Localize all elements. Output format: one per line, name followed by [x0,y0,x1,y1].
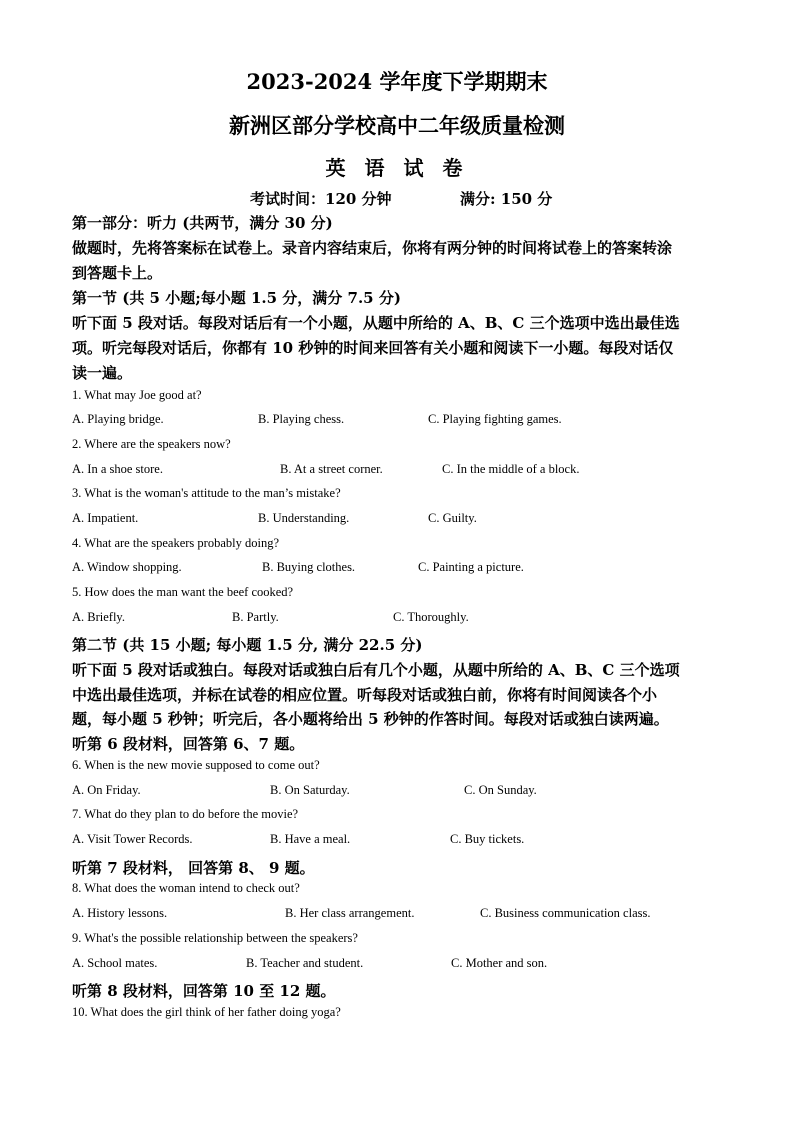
question-1: 1. What may Joe good at? [72,388,202,402]
section1-instruction-line: 项。听完每段对话后，你都有 10 秒钟的时间来回答有关小题和阅读下一小题。每段对话仅 [72,339,674,357]
section1-heading: 第一节 (共 5 小题;每小题 1.5 分，满分 7.5 分) [72,289,401,307]
q6-option-b: B. On Saturday. [270,783,350,797]
question-4: 4. What are the speakers probably doing? [72,536,279,550]
exam-title-year: 2023-2024 学年度下学期期末 [246,69,548,94]
exam-title-subject: 英 语 试 卷 [325,156,469,180]
q1-option-c: C. Playing fighting games. [428,412,562,426]
part1-heading: 第一部分：听力 (共两节，满分 30 分) [72,214,333,232]
q7-option-c: C. Buy tickets. [450,832,525,846]
question-9: 9. What's the possible relationship between the speakers? [72,931,358,945]
q5-option-b: B. Partly. [232,610,279,624]
exam-score: 满分: 150 分 [460,190,553,208]
question-2: 2. Where are the speakers now? [72,437,231,451]
section2-instruction-line: 中选出最佳选项，并标在试卷的相应位置。听每段对话或独白前，你将有时间阅读各个小 [72,686,658,704]
q8-option-c: C. Business communication class. [480,906,651,920]
question-7: 7. What do they plan to do before the movie? [72,807,299,821]
q9-option-b: B. Teacher and student. [246,956,364,970]
q1-option-a: A. Playing bridge. [72,412,164,426]
exam-title-school: 新洲区部分学校高中二年级质量检测 [229,113,565,138]
q7-option-b: B. Have a meal. [270,832,351,846]
part1-instruction-line: 做题时，先将答案标在试卷上。录音内容结束后，你将有两分钟的时间将试卷上的答案转涂 [72,239,673,257]
q5-option-c: C. Thoroughly. [393,610,469,624]
question-8: 8. What does the woman intend to check out? [72,881,300,895]
q2-option-a: A. In a shoe store. [72,462,163,476]
question-5: 5. How does the man want the beef cooked? [72,585,294,599]
q9-option-a: A. School mates. [72,956,158,970]
material-7-heading: 听第 7 段材料， 回答第 8、 9 题。 [72,859,315,877]
q1-option-b: B. Playing chess. [258,412,345,426]
section1-instruction-line: 读一遍。 [72,364,133,382]
q2-option-b: B. At a street corner. [280,462,383,476]
q4-option-a: A. Window shopping. [72,560,182,574]
section1-instruction-line: 听下面 5 段对话。每段对话后有一个小题，从题中所给的 A、B、C 三个选项中选出最佳选 [72,314,680,332]
q3-option-a: A. Impatient. [72,511,139,525]
material-8-heading: 听第 8 段材料，回答第 10 至 12 题。 [72,982,336,1000]
q9-option-c: C. Mother and son. [451,956,548,970]
q5-option-a: A. Briefly. [72,610,125,624]
question-3: 3. What is the woman's attitude to the man’s mistake? [72,486,341,500]
section2-instruction-line: 题，每小题 5 秒钟；听完后，各小题将给出 5 秒钟的作答时间。每段对话或独白读两遍。 [72,710,669,728]
q2-option-c: C. In the middle of a block. [442,462,580,476]
q6-option-a: A. On Friday. [72,783,141,797]
exam-time: 考试时间：120 分钟 [250,190,392,208]
material-6-heading: 听第 6 段材料，回答第 6、7 题。 [72,735,305,753]
question-6: 6. When is the new movie supposed to come out? [72,758,320,772]
q6-option-c: C. On Sunday. [464,783,537,797]
q8-option-a: A. History lessons. [72,906,168,920]
q3-option-b: B. Understanding. [258,511,350,525]
q4-option-b: B. Buying clothes. [262,560,356,574]
q7-option-a: A. Visit Tower Records. [72,832,193,846]
q3-option-c: C. Guilty. [428,511,477,525]
part1-instruction-line: 到答题卡上。 [72,264,163,282]
section2-instruction-line: 听下面 5 段对话或独白。每段对话或独白后有几个小题，从题中所给的 A、B、C 三个选项 [72,661,680,679]
q8-option-b: B. Her class arrangement. [285,906,415,920]
section2-heading: 第二节 (共 15 小题; 每小题 1.5 分, 满分 22.5 分) [72,636,423,654]
q4-option-c: C. Painting a picture. [418,560,524,574]
question-10: 10. What does the girl think of her father doing yoga? [72,1005,341,1019]
